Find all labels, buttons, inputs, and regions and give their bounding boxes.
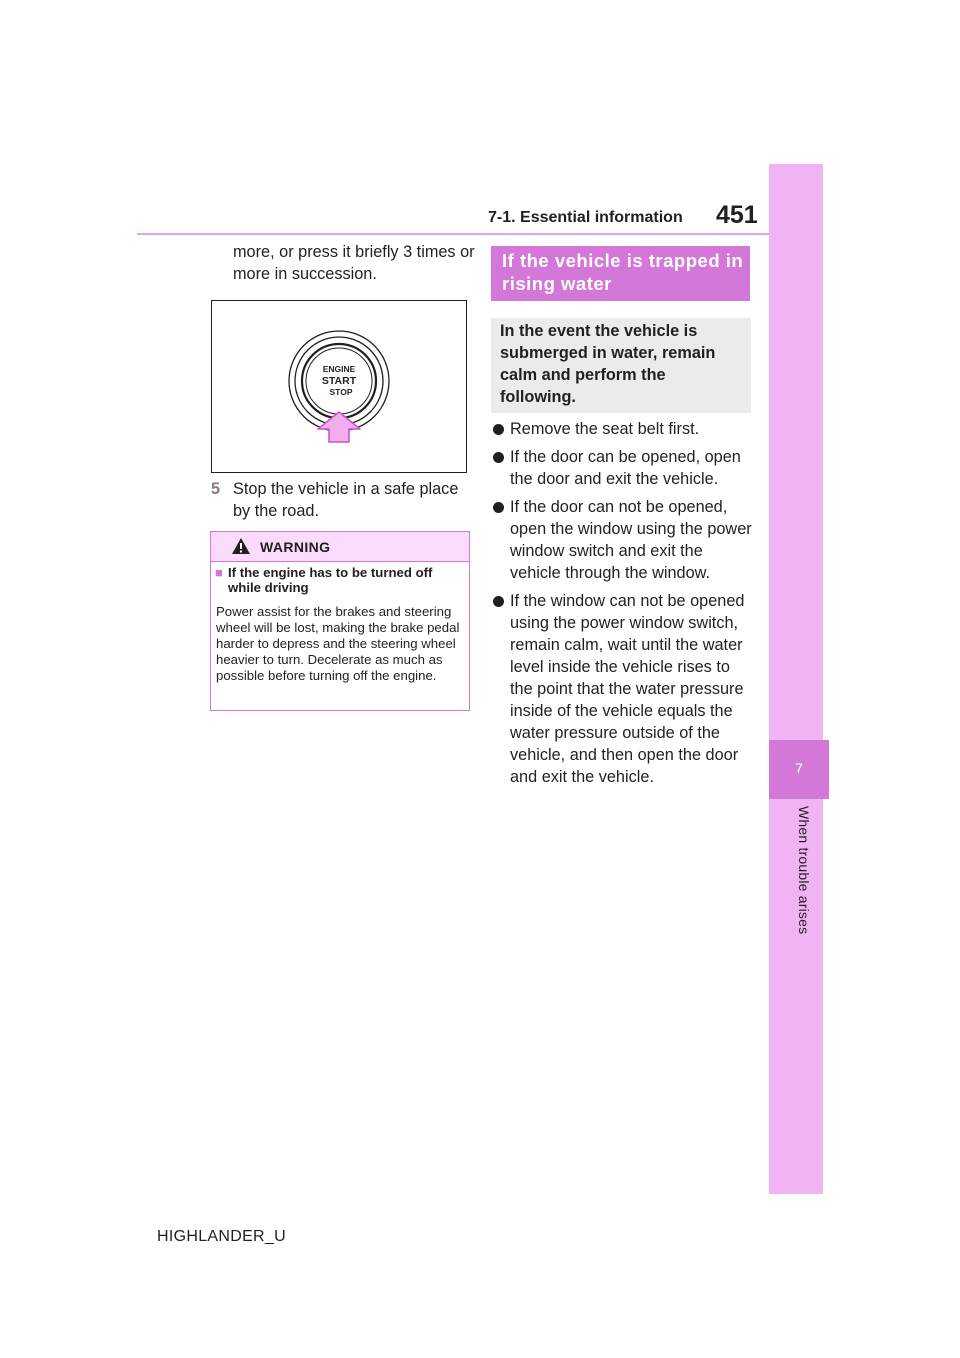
list-item [491, 418, 753, 440]
list-item-text: If the door can be opened, open the door and exit the vehicle. [510, 448, 741, 488]
list-item-text: If the window can not be opened using the power window switch, remain calm, wait until the water level inside the vehicle rises to the point that the water pressure inside of the vehicle equals the water pressure outside of the vehicle, and then open the door and exit the vehicle. [510, 592, 745, 786]
list-item [491, 496, 753, 584]
bullet-icon [493, 596, 504, 607]
bullet-icon [493, 452, 504, 463]
section-title: 7-1. Essential information [488, 209, 683, 226]
square-bullet-icon: ■ [215, 565, 223, 580]
chapter-number: 7 [795, 760, 803, 776]
bullet-icon [493, 424, 504, 435]
button-line-2: START [321, 375, 357, 387]
step-text: Stop the vehicle in a safe place by the road. [233, 480, 459, 520]
section-heading: If the vehicle is trapped in rising water [502, 250, 744, 294]
header-rule [137, 233, 769, 235]
list-item [491, 590, 753, 788]
instruction-list [491, 418, 753, 794]
footer-model: HIGHLANDER_U [157, 1228, 286, 1245]
list-item-text: If the door can not be opened, open the window using the power window switch and exit the vehicle through the window. [510, 498, 752, 582]
list-item-text: Remove the seat belt first. [510, 420, 700, 438]
button-line-3: STOP [329, 387, 353, 397]
warning-label: WARNING [260, 539, 331, 555]
engine-button-figure [211, 300, 467, 473]
warning-body: Power assist for the brakes and steering wheel will be lost, making the brake pedal harder to depress and the steering wheel heavier to turn. Decelerate as much as possible before turning off the engine. [216, 604, 460, 683]
warning-triangle-icon [231, 537, 251, 555]
list-item [491, 446, 753, 490]
bullet-icon [493, 502, 504, 513]
continued-text: more, or press it briefly 3 times or more in succession. [233, 243, 475, 283]
engine-start-stop-button-icon [212, 301, 466, 472]
side-strip [769, 164, 823, 1194]
step-number: 5 [211, 480, 221, 498]
warning-header [211, 532, 469, 562]
button-line-1: ENGINE [322, 364, 356, 374]
intro-text: In the event the vehicle is submerged in water, remain calm and perform the following. [500, 322, 716, 406]
warning-subheading: If the engine has to be turned off while driving [228, 565, 433, 595]
chapter-title: When trouble arises [796, 806, 812, 935]
page-number: 451 [716, 201, 758, 229]
warning-box [210, 531, 470, 711]
